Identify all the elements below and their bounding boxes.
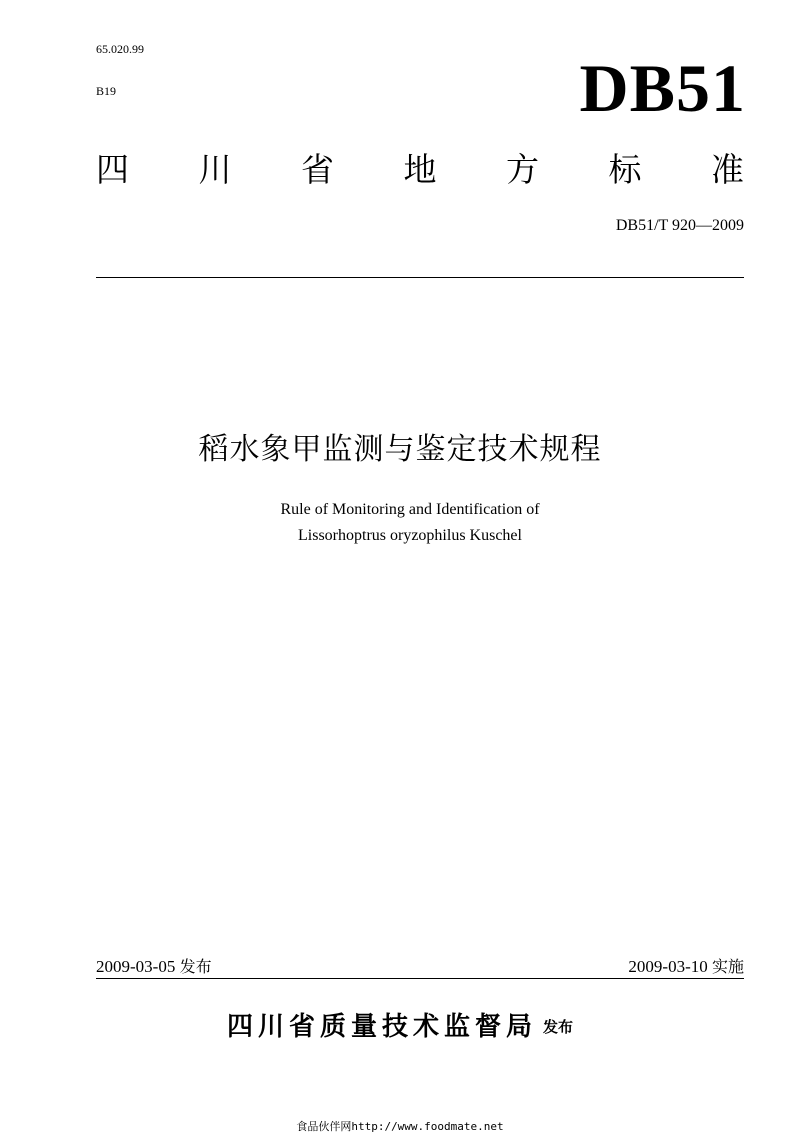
document-title-chinese: 稻水象甲监测与鉴定技术规程 <box>198 432 602 467</box>
implement-label: 实施 <box>711 957 744 976</box>
issuer-suffix: 发布 <box>543 1018 574 1036</box>
issue-date: 2009-03-05 <box>96 957 176 976</box>
standard-type-char: 省 <box>301 150 334 189</box>
bottom-divider <box>96 978 744 979</box>
implement-date-block <box>628 954 744 977</box>
standard-type-char: 标 <box>608 150 642 189</box>
issuer <box>0 1006 800 1043</box>
ccs-code: B19 <box>96 84 117 98</box>
implement-date: 2009-03-10 <box>628 957 708 976</box>
issue-date-block <box>96 954 212 977</box>
issue-label: 发布 <box>179 957 212 976</box>
date-row <box>96 954 744 977</box>
english-title-line-1: Rule of Monitoring and Identification of <box>280 501 540 518</box>
standard-type-char: 准 <box>711 150 744 189</box>
document-title-english <box>0 497 800 549</box>
standard-type-char: 四 <box>96 150 129 189</box>
footer-watermark: 食品伙伴网http://www.foodmate.net <box>296 1120 504 1133</box>
english-title-line-2: Lissorhoptrus oryzophilus Kuschel <box>298 527 522 544</box>
standard-type-char: 地 <box>403 150 437 189</box>
db51-logo: DB51 <box>579 50 746 126</box>
standard-type-char: 方 <box>506 150 539 189</box>
standard-type-heading <box>96 148 744 192</box>
standard-number: DB51/T 920—2009 <box>615 217 744 234</box>
top-divider <box>96 277 744 278</box>
standard-type-char: 川 <box>198 150 232 189</box>
ics-code: 65.020.99 <box>96 42 144 56</box>
issuer-organization: 四川省质量技术监督局 <box>226 1012 537 1042</box>
